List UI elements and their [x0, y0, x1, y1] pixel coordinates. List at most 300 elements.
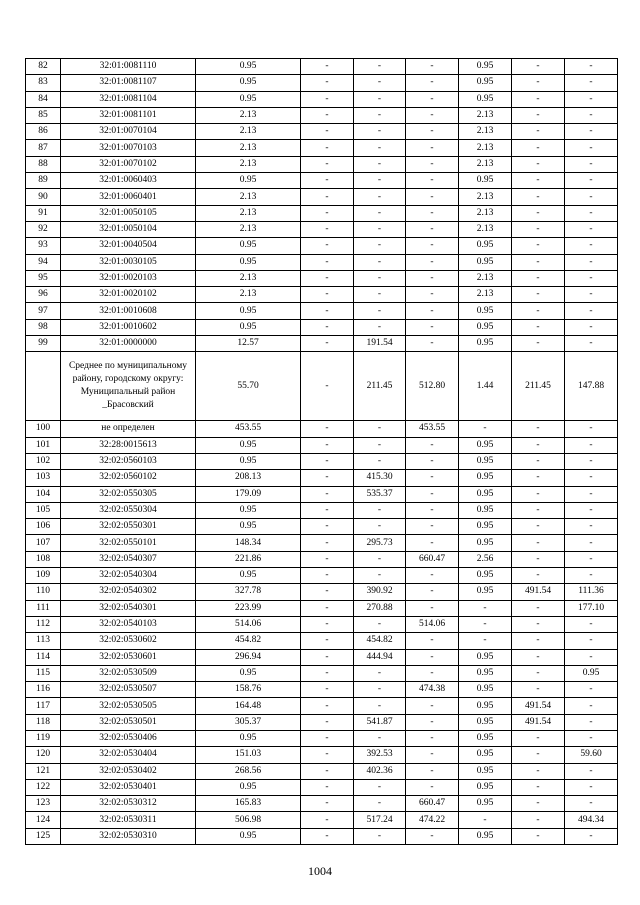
- table-cell: -: [565, 124, 618, 140]
- table-cell: 32:02:0530311: [61, 812, 196, 828]
- table-cell: -: [354, 254, 406, 270]
- table-cell: -: [406, 519, 459, 535]
- table-row: [26, 584, 618, 600]
- table-cell: 91: [26, 205, 61, 221]
- table-cell: -: [301, 238, 354, 254]
- table-cell: -: [565, 616, 618, 632]
- table-cell: 514.06: [406, 616, 459, 632]
- table-cell: 124: [26, 812, 61, 828]
- table-cell: -: [512, 502, 565, 518]
- table-cell: -: [512, 221, 565, 237]
- table-cell: -: [565, 303, 618, 319]
- table-row: [26, 319, 618, 335]
- table-cell: -: [512, 270, 565, 286]
- table-cell: -: [406, 124, 459, 140]
- table-cell: 2.13: [196, 156, 301, 172]
- table-cell: -: [354, 319, 406, 335]
- table-cell: -: [512, 140, 565, 156]
- table-cell: 0.95: [196, 519, 301, 535]
- table-cell: 0.95: [459, 470, 512, 486]
- table-row: [26, 107, 618, 123]
- table-cell: -: [301, 140, 354, 156]
- table-cell: 86: [26, 124, 61, 140]
- table-row: [26, 303, 618, 319]
- table-cell: -: [406, 75, 459, 91]
- table-cell: 0.95: [459, 75, 512, 91]
- table-cell: 491.54: [512, 714, 565, 730]
- table-cell: 0.95: [196, 779, 301, 795]
- table-cell: -: [512, 238, 565, 254]
- table-cell: 0.95: [196, 568, 301, 584]
- table-cell: -: [512, 124, 565, 140]
- table-cell: -: [301, 779, 354, 795]
- table-row: [26, 568, 618, 584]
- table-row: [26, 535, 618, 551]
- table-cell: 32:01:0020103: [61, 270, 196, 286]
- table-cell: -: [512, 616, 565, 632]
- table-cell: -: [354, 270, 406, 286]
- table-cell: -: [406, 714, 459, 730]
- table-cell: [26, 352, 61, 421]
- table-cell: 179.09: [196, 486, 301, 502]
- table-cell: 2.13: [196, 205, 301, 221]
- table-cell: -: [406, 828, 459, 844]
- table-cell: -: [354, 303, 406, 319]
- table-cell: -: [301, 221, 354, 237]
- table-body: [26, 59, 618, 845]
- table-cell: 0.95: [459, 584, 512, 600]
- table-cell: 109: [26, 568, 61, 584]
- table-cell: 2.13: [196, 189, 301, 205]
- table-cell: 0.95: [459, 796, 512, 812]
- table-row: [26, 270, 618, 286]
- table-cell: -: [301, 763, 354, 779]
- table-row: [26, 453, 618, 469]
- table-cell: 32:02:0530404: [61, 747, 196, 763]
- table-cell: 0.95: [459, 254, 512, 270]
- table-cell: -: [301, 173, 354, 189]
- table-row: [26, 502, 618, 518]
- table-cell: -: [512, 173, 565, 189]
- table-cell: 454.82: [196, 633, 301, 649]
- table-cell: -: [565, 682, 618, 698]
- table-cell: -: [406, 221, 459, 237]
- table-cell: -: [406, 140, 459, 156]
- table-cell: 32:01:0050105: [61, 205, 196, 221]
- table-cell: 122: [26, 779, 61, 795]
- table-cell: 296.94: [196, 649, 301, 665]
- table-cell: 90: [26, 189, 61, 205]
- table-cell: -: [354, 91, 406, 107]
- table-cell: 32:01:0070103: [61, 140, 196, 156]
- table-cell: -: [565, 796, 618, 812]
- table-row: [26, 140, 618, 156]
- table-cell: -: [565, 633, 618, 649]
- table-cell: 32:02:0550101: [61, 535, 196, 551]
- table-row: [26, 173, 618, 189]
- table-cell: -: [354, 238, 406, 254]
- table-cell: -: [565, 336, 618, 352]
- table-cell: 32:01:0010602: [61, 319, 196, 335]
- table-row: [26, 221, 618, 237]
- table-cell: -: [406, 730, 459, 746]
- table-cell: 660.47: [406, 551, 459, 567]
- table-cell: -: [565, 173, 618, 189]
- table-cell: 85: [26, 107, 61, 123]
- table-cell: -: [354, 796, 406, 812]
- table-cell: -: [512, 59, 565, 75]
- table-cell: -: [301, 486, 354, 502]
- table-cell: -: [565, 156, 618, 172]
- table-cell: -: [565, 421, 618, 437]
- table-row: [26, 437, 618, 453]
- table-cell: 2.13: [459, 124, 512, 140]
- table-cell: 2.13: [459, 287, 512, 303]
- table-cell: 32:02:0560103: [61, 453, 196, 469]
- table-row: [26, 828, 618, 844]
- table-cell: 164.48: [196, 698, 301, 714]
- table-cell: -: [512, 600, 565, 616]
- table-row: [26, 796, 618, 812]
- table-cell: 392.53: [354, 747, 406, 763]
- table-cell: 0.95: [459, 336, 512, 352]
- table-cell: 32:01:0081101: [61, 107, 196, 123]
- table-cell: 0.95: [565, 665, 618, 681]
- table-cell: -: [459, 421, 512, 437]
- table-cell: 32:01:0020102: [61, 287, 196, 303]
- table-cell: -: [354, 568, 406, 584]
- table-cell: 95: [26, 270, 61, 286]
- table-cell: 0.95: [459, 173, 512, 189]
- table-cell: 103: [26, 470, 61, 486]
- table-cell: -: [301, 189, 354, 205]
- table-cell: -: [301, 812, 354, 828]
- table-cell: 453.55: [196, 421, 301, 437]
- table-cell: -: [565, 763, 618, 779]
- table-cell: 2.13: [459, 189, 512, 205]
- table-cell: 0.95: [459, 535, 512, 551]
- table-cell: -: [301, 698, 354, 714]
- table-cell: -: [354, 665, 406, 681]
- table-cell: -: [565, 189, 618, 205]
- table-cell: 2.13: [459, 140, 512, 156]
- table-cell: 98: [26, 319, 61, 335]
- table-cell: 0.95: [459, 319, 512, 335]
- table-cell: 158.76: [196, 682, 301, 698]
- table-cell: -: [512, 682, 565, 698]
- table-cell: -: [512, 254, 565, 270]
- table-row: [26, 254, 618, 270]
- table-cell: 0.95: [459, 747, 512, 763]
- table-cell: 453.55: [406, 421, 459, 437]
- table-cell: 474.38: [406, 682, 459, 698]
- table-cell: 514.06: [196, 616, 301, 632]
- table-cell: 327.78: [196, 584, 301, 600]
- table-cell: 108: [26, 551, 61, 567]
- table-cell: 0.95: [459, 779, 512, 795]
- table-cell: -: [301, 91, 354, 107]
- table-row: [26, 665, 618, 681]
- table-cell: -: [512, 828, 565, 844]
- table-cell: -: [565, 437, 618, 453]
- table-cell: 123: [26, 796, 61, 812]
- table-cell: 0.95: [196, 437, 301, 453]
- table-cell: -: [406, 535, 459, 551]
- table-cell: -: [512, 437, 565, 453]
- table-cell: 0.95: [196, 828, 301, 844]
- table-cell: -: [406, 584, 459, 600]
- table-cell: 55.70: [196, 352, 301, 421]
- table-cell: 32:02:0530501: [61, 714, 196, 730]
- table-cell: -: [565, 519, 618, 535]
- table-cell: 0.95: [196, 730, 301, 746]
- table-cell: 119: [26, 730, 61, 746]
- table-cell: -: [565, 698, 618, 714]
- table-row: [26, 205, 618, 221]
- table-cell: 106: [26, 519, 61, 535]
- table-cell: -: [354, 502, 406, 518]
- table-row: [26, 238, 618, 254]
- table-row: [26, 421, 618, 437]
- table-cell: -: [301, 421, 354, 437]
- table-cell: -: [406, 600, 459, 616]
- table-cell: -: [301, 714, 354, 730]
- table-cell: 0.95: [459, 437, 512, 453]
- table-cell: -: [406, 107, 459, 123]
- table-cell: 32:01:0030105: [61, 254, 196, 270]
- table-cell: 541.87: [354, 714, 406, 730]
- table-row: [26, 763, 618, 779]
- table-cell: 0.95: [459, 698, 512, 714]
- table-cell: 32:02:0550304: [61, 502, 196, 518]
- table-cell: 402.36: [354, 763, 406, 779]
- table-cell: 0.95: [196, 254, 301, 270]
- table-cell: 208.13: [196, 470, 301, 486]
- table-cell: 0.95: [459, 682, 512, 698]
- table-cell: 2.13: [459, 221, 512, 237]
- table-cell: 125: [26, 828, 61, 844]
- table-cell: -: [406, 287, 459, 303]
- table-cell: 32:02:0530312: [61, 796, 196, 812]
- table-cell: 148.34: [196, 535, 301, 551]
- table-cell: -: [354, 173, 406, 189]
- table-cell: -: [354, 730, 406, 746]
- table-cell: -: [406, 698, 459, 714]
- table-row: [26, 519, 618, 535]
- table-cell: -: [301, 551, 354, 567]
- table-cell: 0.95: [196, 59, 301, 75]
- table-cell: -: [354, 437, 406, 453]
- table-row: [26, 336, 618, 352]
- table-cell: 2.13: [459, 156, 512, 172]
- table-cell: -: [565, 59, 618, 75]
- table-cell: 32:02:0530402: [61, 763, 196, 779]
- table-cell: -: [565, 714, 618, 730]
- table-cell: 32:01:0070104: [61, 124, 196, 140]
- table-cell: -: [459, 600, 512, 616]
- table-cell: 2.13: [459, 270, 512, 286]
- table-cell: -: [354, 156, 406, 172]
- table-cell: -: [406, 254, 459, 270]
- table-cell: -: [512, 747, 565, 763]
- table-cell: 111: [26, 600, 61, 616]
- table-row: [26, 747, 618, 763]
- table-cell: -: [512, 75, 565, 91]
- table-cell: -: [512, 453, 565, 469]
- table-cell: 454.82: [354, 633, 406, 649]
- table-cell: 121: [26, 763, 61, 779]
- table-cell: 99: [26, 336, 61, 352]
- table-cell: -: [565, 470, 618, 486]
- table-row: [26, 649, 618, 665]
- table-cell: -: [565, 75, 618, 91]
- table-cell: 0.95: [196, 665, 301, 681]
- table-cell: не определен: [61, 421, 196, 437]
- table-cell: 32:01:0060401: [61, 189, 196, 205]
- table-row: [26, 59, 618, 75]
- table-cell: -: [406, 470, 459, 486]
- table-cell: 111.36: [565, 584, 618, 600]
- table-cell: -: [301, 649, 354, 665]
- table-cell: -: [565, 287, 618, 303]
- table-cell: 12.57: [196, 336, 301, 352]
- table-cell: -: [301, 665, 354, 681]
- table-cell: -: [301, 303, 354, 319]
- table-row: [26, 682, 618, 698]
- table-row: [26, 156, 618, 172]
- table-cell: 115: [26, 665, 61, 681]
- table-cell: -: [565, 486, 618, 502]
- table-cell: 151.03: [196, 747, 301, 763]
- table-cell: -: [301, 287, 354, 303]
- table-cell: -: [354, 75, 406, 91]
- table-cell: -: [301, 352, 354, 421]
- table-cell: 0.95: [196, 453, 301, 469]
- table-cell: -: [406, 437, 459, 453]
- table-cell: 32:02:0530401: [61, 779, 196, 795]
- table-cell: -: [565, 270, 618, 286]
- table-cell: 2.13: [459, 107, 512, 123]
- table-cell: 2.56: [459, 551, 512, 567]
- table-cell: -: [354, 551, 406, 567]
- table-cell: -: [512, 470, 565, 486]
- table-cell: -: [354, 828, 406, 844]
- table-cell: 494.34: [565, 812, 618, 828]
- table-cell: 32:02:0540103: [61, 616, 196, 632]
- page-number: 1004: [308, 864, 332, 878]
- table-row: [26, 189, 618, 205]
- table-row: [26, 698, 618, 714]
- table-cell: 211.45: [512, 352, 565, 421]
- table-cell: 116: [26, 682, 61, 698]
- table-cell: 120: [26, 747, 61, 763]
- table-cell: -: [512, 189, 565, 205]
- table-cell: 0.95: [459, 502, 512, 518]
- table-cell: -: [512, 779, 565, 795]
- table-row: [26, 352, 618, 421]
- table-cell: 474.22: [406, 812, 459, 828]
- table-cell: 32:02:0540307: [61, 551, 196, 567]
- table-cell: 2.13: [196, 124, 301, 140]
- table-cell: 32:01:0010608: [61, 303, 196, 319]
- table-cell: -: [301, 470, 354, 486]
- table-cell: 0.95: [459, 763, 512, 779]
- table-cell: -: [354, 519, 406, 535]
- table-cell: 2.13: [196, 287, 301, 303]
- table-cell: 96: [26, 287, 61, 303]
- table-cell: -: [512, 551, 565, 567]
- table-cell: -: [301, 319, 354, 335]
- table-cell: 32:01:0070102: [61, 156, 196, 172]
- table-row: [26, 486, 618, 502]
- table-row: [26, 779, 618, 795]
- table-cell: 118: [26, 714, 61, 730]
- table-cell: 0.95: [459, 91, 512, 107]
- table-cell: 0.95: [196, 502, 301, 518]
- table-cell: -: [565, 779, 618, 795]
- table-cell: -: [406, 189, 459, 205]
- table-cell: 87: [26, 140, 61, 156]
- table-cell: -: [565, 551, 618, 567]
- table-cell: 0.95: [196, 238, 301, 254]
- table-cell: 0.95: [459, 303, 512, 319]
- table-cell: 32:01:0081104: [61, 91, 196, 107]
- table-cell: -: [512, 730, 565, 746]
- table-cell: 32:02:0530601: [61, 649, 196, 665]
- table-cell: 0.95: [459, 453, 512, 469]
- table-cell: 0.95: [459, 665, 512, 681]
- table-cell: -: [301, 270, 354, 286]
- table-cell: 660.47: [406, 796, 459, 812]
- table-cell: 211.45: [354, 352, 406, 421]
- table-cell: -: [565, 205, 618, 221]
- table-cell: -: [301, 205, 354, 221]
- table-row: [26, 600, 618, 616]
- table-cell: 0.95: [459, 714, 512, 730]
- table-cell: -: [301, 59, 354, 75]
- table-cell: -: [406, 568, 459, 584]
- table-cell: -: [301, 254, 354, 270]
- table-cell: -: [459, 633, 512, 649]
- table-cell: -: [354, 453, 406, 469]
- table-cell: 88: [26, 156, 61, 172]
- table-cell: 491.54: [512, 584, 565, 600]
- table-cell: -: [406, 173, 459, 189]
- table-cell: 92: [26, 221, 61, 237]
- table-cell: 415.30: [354, 470, 406, 486]
- table-cell: -: [565, 91, 618, 107]
- table-cell: 0.95: [459, 59, 512, 75]
- table-cell: -: [512, 287, 565, 303]
- table-cell: -: [301, 682, 354, 698]
- table-row: [26, 730, 618, 746]
- table-cell: -: [354, 124, 406, 140]
- data-table: [25, 58, 618, 845]
- table-cell: -: [354, 698, 406, 714]
- table-cell: 89: [26, 173, 61, 189]
- table-cell: -: [512, 796, 565, 812]
- table-cell: -: [406, 319, 459, 335]
- table-cell: 1.44: [459, 352, 512, 421]
- table-cell: -: [301, 796, 354, 812]
- table-cell: -: [565, 649, 618, 665]
- table-cell: -: [406, 779, 459, 795]
- table-cell: -: [406, 665, 459, 681]
- table-cell: 2.13: [196, 270, 301, 286]
- table-cell: -: [354, 107, 406, 123]
- table-cell: 223.99: [196, 600, 301, 616]
- table-cell: -: [406, 747, 459, 763]
